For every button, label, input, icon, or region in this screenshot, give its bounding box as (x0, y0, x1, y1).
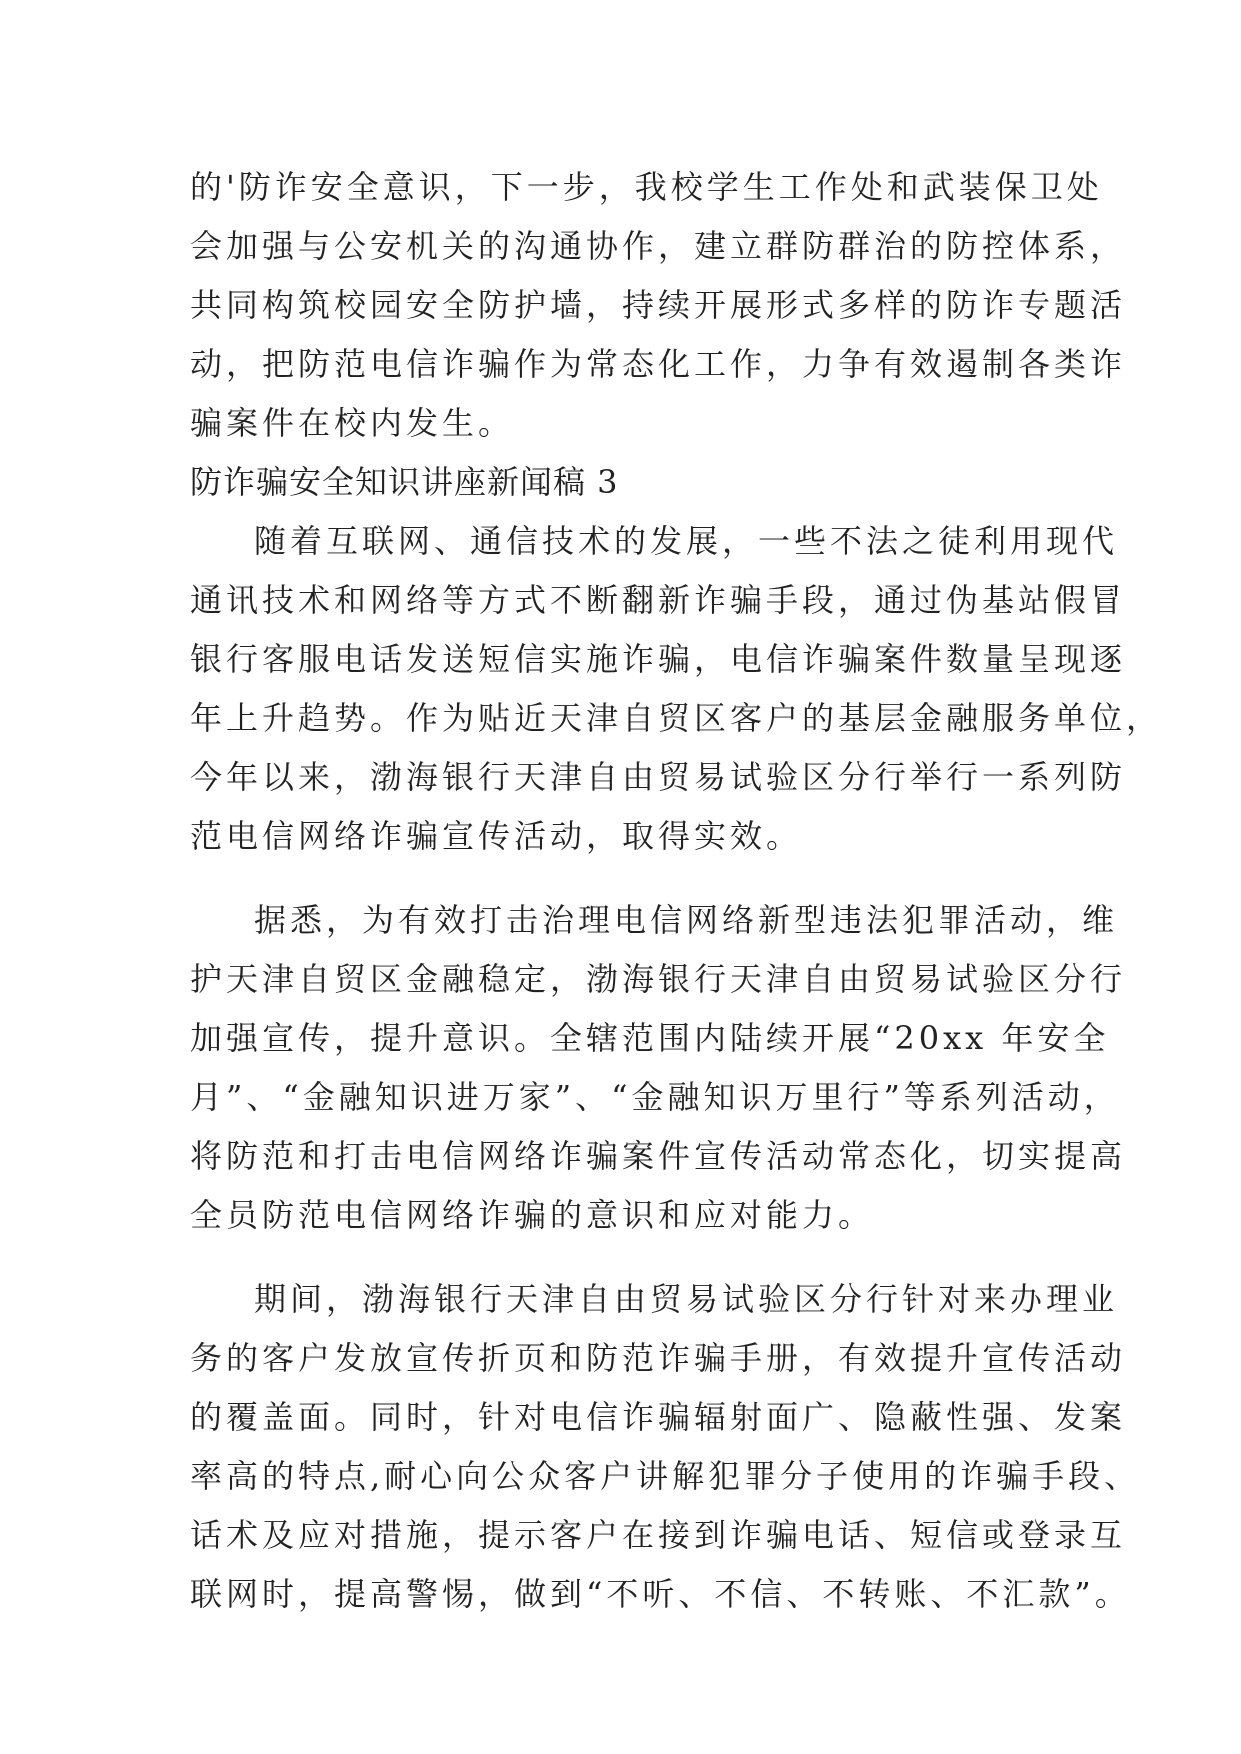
paragraph-line: 务的客户发放宣传折页和防范诈骗手册，有效提升宣传活动 (190, 1339, 1127, 1377)
paragraph-spacer (190, 1245, 1070, 1270)
paragraph-line: 的覆盖面。同时，针对电信诈骗辐射面广、隐蔽性强、发案 (190, 1398, 1127, 1436)
paragraph-spacer (190, 866, 1070, 891)
paragraph-line: 骗案件在校内发生。 (190, 404, 515, 442)
paragraph-first-line: 期间，渤海银行天津自由贸易试验区分行针对来办理业 (254, 1280, 1119, 1318)
paragraph-line: 月”、“金融知识进万家”、“金融知识万里行”等系列活动， (190, 1078, 1120, 1116)
paragraph-line: 通讯技术和网络等方式不断翻新诈骗手段，通过伪基站假冒 (190, 581, 1127, 619)
paragraph-line: 会加强与公安机关的沟通协作，建立群防群治的防控体系， (190, 227, 1127, 265)
paragraph-line: 全员防范电信网络诈骗的意识和应对能力。 (190, 1196, 875, 1234)
paragraph-line: 年上升趋势。作为贴近天津自贸区客户的基层金融服务单位， (190, 699, 1163, 737)
paragraph-line: 率高的特点,耐心向公众客户讲解犯罪分子使用的诈骗手段、 (190, 1457, 1141, 1495)
paragraph-line: 动，把防范电信诈骗作为常态化工作，力争有效遏制各类诈 (190, 345, 1127, 383)
section-title: 防诈骗安全知识讲座新闻稿 3 (190, 463, 619, 501)
paragraph-line: 银行客服电话发送短信实施诈骗，电信诈骗案件数量呈现逐 (190, 640, 1127, 678)
paragraph-line: 加强宣传，提升意识。全辖范围内陆续开展“20xx 年安全 (190, 1019, 1110, 1057)
document-page (190, 158, 1163, 1624)
paragraph-line: 护天津自贸区金融稳定，渤海银行天津自由贸易试验区分行 (190, 960, 1127, 998)
paragraph-line: 共同构筑校园安全防护墙，持续开展形式多样的防诈专题活 (190, 286, 1127, 324)
paragraph-line: 话术及应对措施，提示客户在接到诈骗电话、短信或登录互 (190, 1516, 1127, 1554)
paragraph-line: 范电信网络诈骗宣传活动，取得实效。 (190, 817, 803, 855)
paragraph-first-line: 据悉，为有效打击治理电信网络新型违法犯罪活动，维 (254, 901, 1119, 939)
paragraph-first-line: 随着互联网、通信技术的发展，一些不法之徒利用现代 (254, 522, 1119, 560)
paragraph-line: 今年以来，渤海银行天津自由贸易试验区分行举行一系列防 (190, 758, 1127, 796)
paragraph-line: 将防范和打击电信网络诈骗案件宣传活动常态化，切实提高 (190, 1137, 1127, 1175)
paragraph-line: 联网时，提高警惕，做到“不听、不信、不转账、不汇款”。 (190, 1575, 1131, 1613)
paragraph-line: 的'防诈安全意识，下一步，我校学生工作处和武装保卫处 (190, 168, 1103, 206)
